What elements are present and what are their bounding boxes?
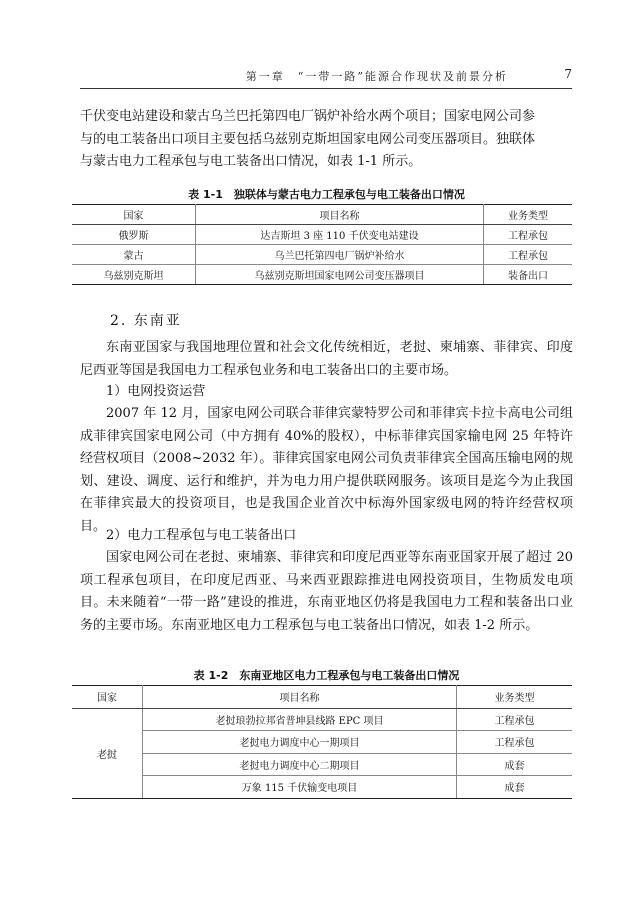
paragraph-line: 千伏变电站建设和蒙古乌兰巴托第四电厂锅炉补给水两个项目；国家电网公司参 <box>80 109 536 124</box>
header-cell: 国家 <box>72 205 196 225</box>
table-row <box>72 265 572 285</box>
table-row <box>72 776 572 799</box>
table-cell: 乌兰巴托第四电厂锅炉补给水 <box>196 245 484 265</box>
table-cis-mongolia <box>72 204 572 285</box>
table-cell: 工程承包 <box>484 245 573 265</box>
table-cell: 工程承包 <box>484 225 573 245</box>
table-southeast-asia <box>72 685 572 799</box>
header-cell: 国家 <box>72 686 143 709</box>
header-cell: 业务类型 <box>484 205 573 225</box>
table-cell: 蒙古 <box>72 245 196 265</box>
header-cell: 项目名称 <box>143 686 457 709</box>
page-number: 7 <box>564 67 572 81</box>
table-header-row <box>72 205 572 225</box>
table-cell-country: 老挝 <box>72 708 143 798</box>
subheading-grid-investment: 1）电网投资运营 <box>106 384 206 399</box>
paragraph-line: 与蒙古电力工程承包与电工装备出口情况，如表 1-1 所示。 <box>80 154 422 169</box>
table-cell: 乌兹别克斯坦国家电网公司变压器项目 <box>196 265 484 285</box>
table-cell: 乌兹别克斯坦 <box>72 265 196 285</box>
table-cell: 成套 <box>457 753 573 776</box>
table-cell: 工程承包 <box>457 731 573 754</box>
chapter-title: 第一章 “一带一路”能源合作现状及前景分析 <box>245 70 508 83</box>
paragraph-intro <box>80 106 573 174</box>
header-cell: 项目名称 <box>196 205 484 225</box>
table-cell: 老挝电力调度中心一期项目 <box>143 731 457 754</box>
section-heading: 2. 东南亚 <box>110 313 182 329</box>
subheading-engineering-export: 2）电力工程承包与电工装备出口 <box>106 528 297 543</box>
table-caption: 表 1-2 东南亚地区电力工程承包与电工装备出口情况 <box>193 669 460 682</box>
paragraph-line: 与的电工装备出口项目主要包括乌兹别克斯坦国家电网公司变压器项目。独联体 <box>80 131 536 147</box>
running-header <box>80 66 572 89</box>
table-cell: 俄罗斯 <box>72 225 196 245</box>
paragraph-sea-intro: 东南亚国家与我国地理位置和社会文化传统相近，老挝、柬埔寨、菲律宾、印度尼西亚等国是我国电力工程承包业务和电工装备出口的主要市场。 <box>80 340 573 378</box>
table-row <box>72 225 572 245</box>
table-row <box>72 753 572 776</box>
table-row <box>72 731 572 754</box>
table-cell: 老挝电力调度中心二期项目 <box>143 753 457 776</box>
table-cell: 达吉斯坦 3 座 110 千伏变电站建设 <box>196 225 484 245</box>
table-cell: 装备出口 <box>484 265 573 285</box>
table-cell: 老挝琅勃拉邦省普坤县线路 EPC 项目 <box>143 708 457 731</box>
table-cell: 万象 115 千伏输变电项目 <box>143 776 457 799</box>
paragraph-sea-projects: 国家电网公司在老挝、柬埔寨、菲律宾和印度尼西亚等东南亚国家开展了超过 20 项工程承包项目，在印度尼西亚、马来西亚跟踪推进电网投资项目，生物质发电项目。未来随着“一带一路”建设的推进，东南亚地区仍将是我国电力工程和装备出口业务的主要市场。东南亚地区电力工程承包与电工装备出口情况，如表 1-2 所示。 <box>80 550 573 633</box>
table-caption: 表 1-1 独联体与蒙古电力工程承包与电工装备出口情况 <box>188 188 465 201</box>
table-cell: 工程承包 <box>457 708 573 731</box>
table-header-row <box>72 686 572 709</box>
table-row <box>72 708 572 731</box>
table-cell: 成套 <box>457 776 573 799</box>
paragraph-philippines: 2007 年 12 月，国家电网公司联合菲律宾蒙特罗公司和菲律宾卡拉卡高电公司组成菲律宾国家电网公司（中方拥有 40%的股权），中标菲律宾国家输电网 25 年特许经营权项目（2008~2032 年）。菲律宾国家电网公司负责菲律宾全国高压输电网的规划、建设、调度、运行和维护，并为电力用户提供联网服务。该项目是迄今为止我国在菲律宾最大的投资项目，也是我国企业首次中标海外国家级电网的特许经营权项目。 <box>80 406 573 534</box>
header-cell: 业务类型 <box>457 686 573 709</box>
table-row <box>72 245 572 265</box>
